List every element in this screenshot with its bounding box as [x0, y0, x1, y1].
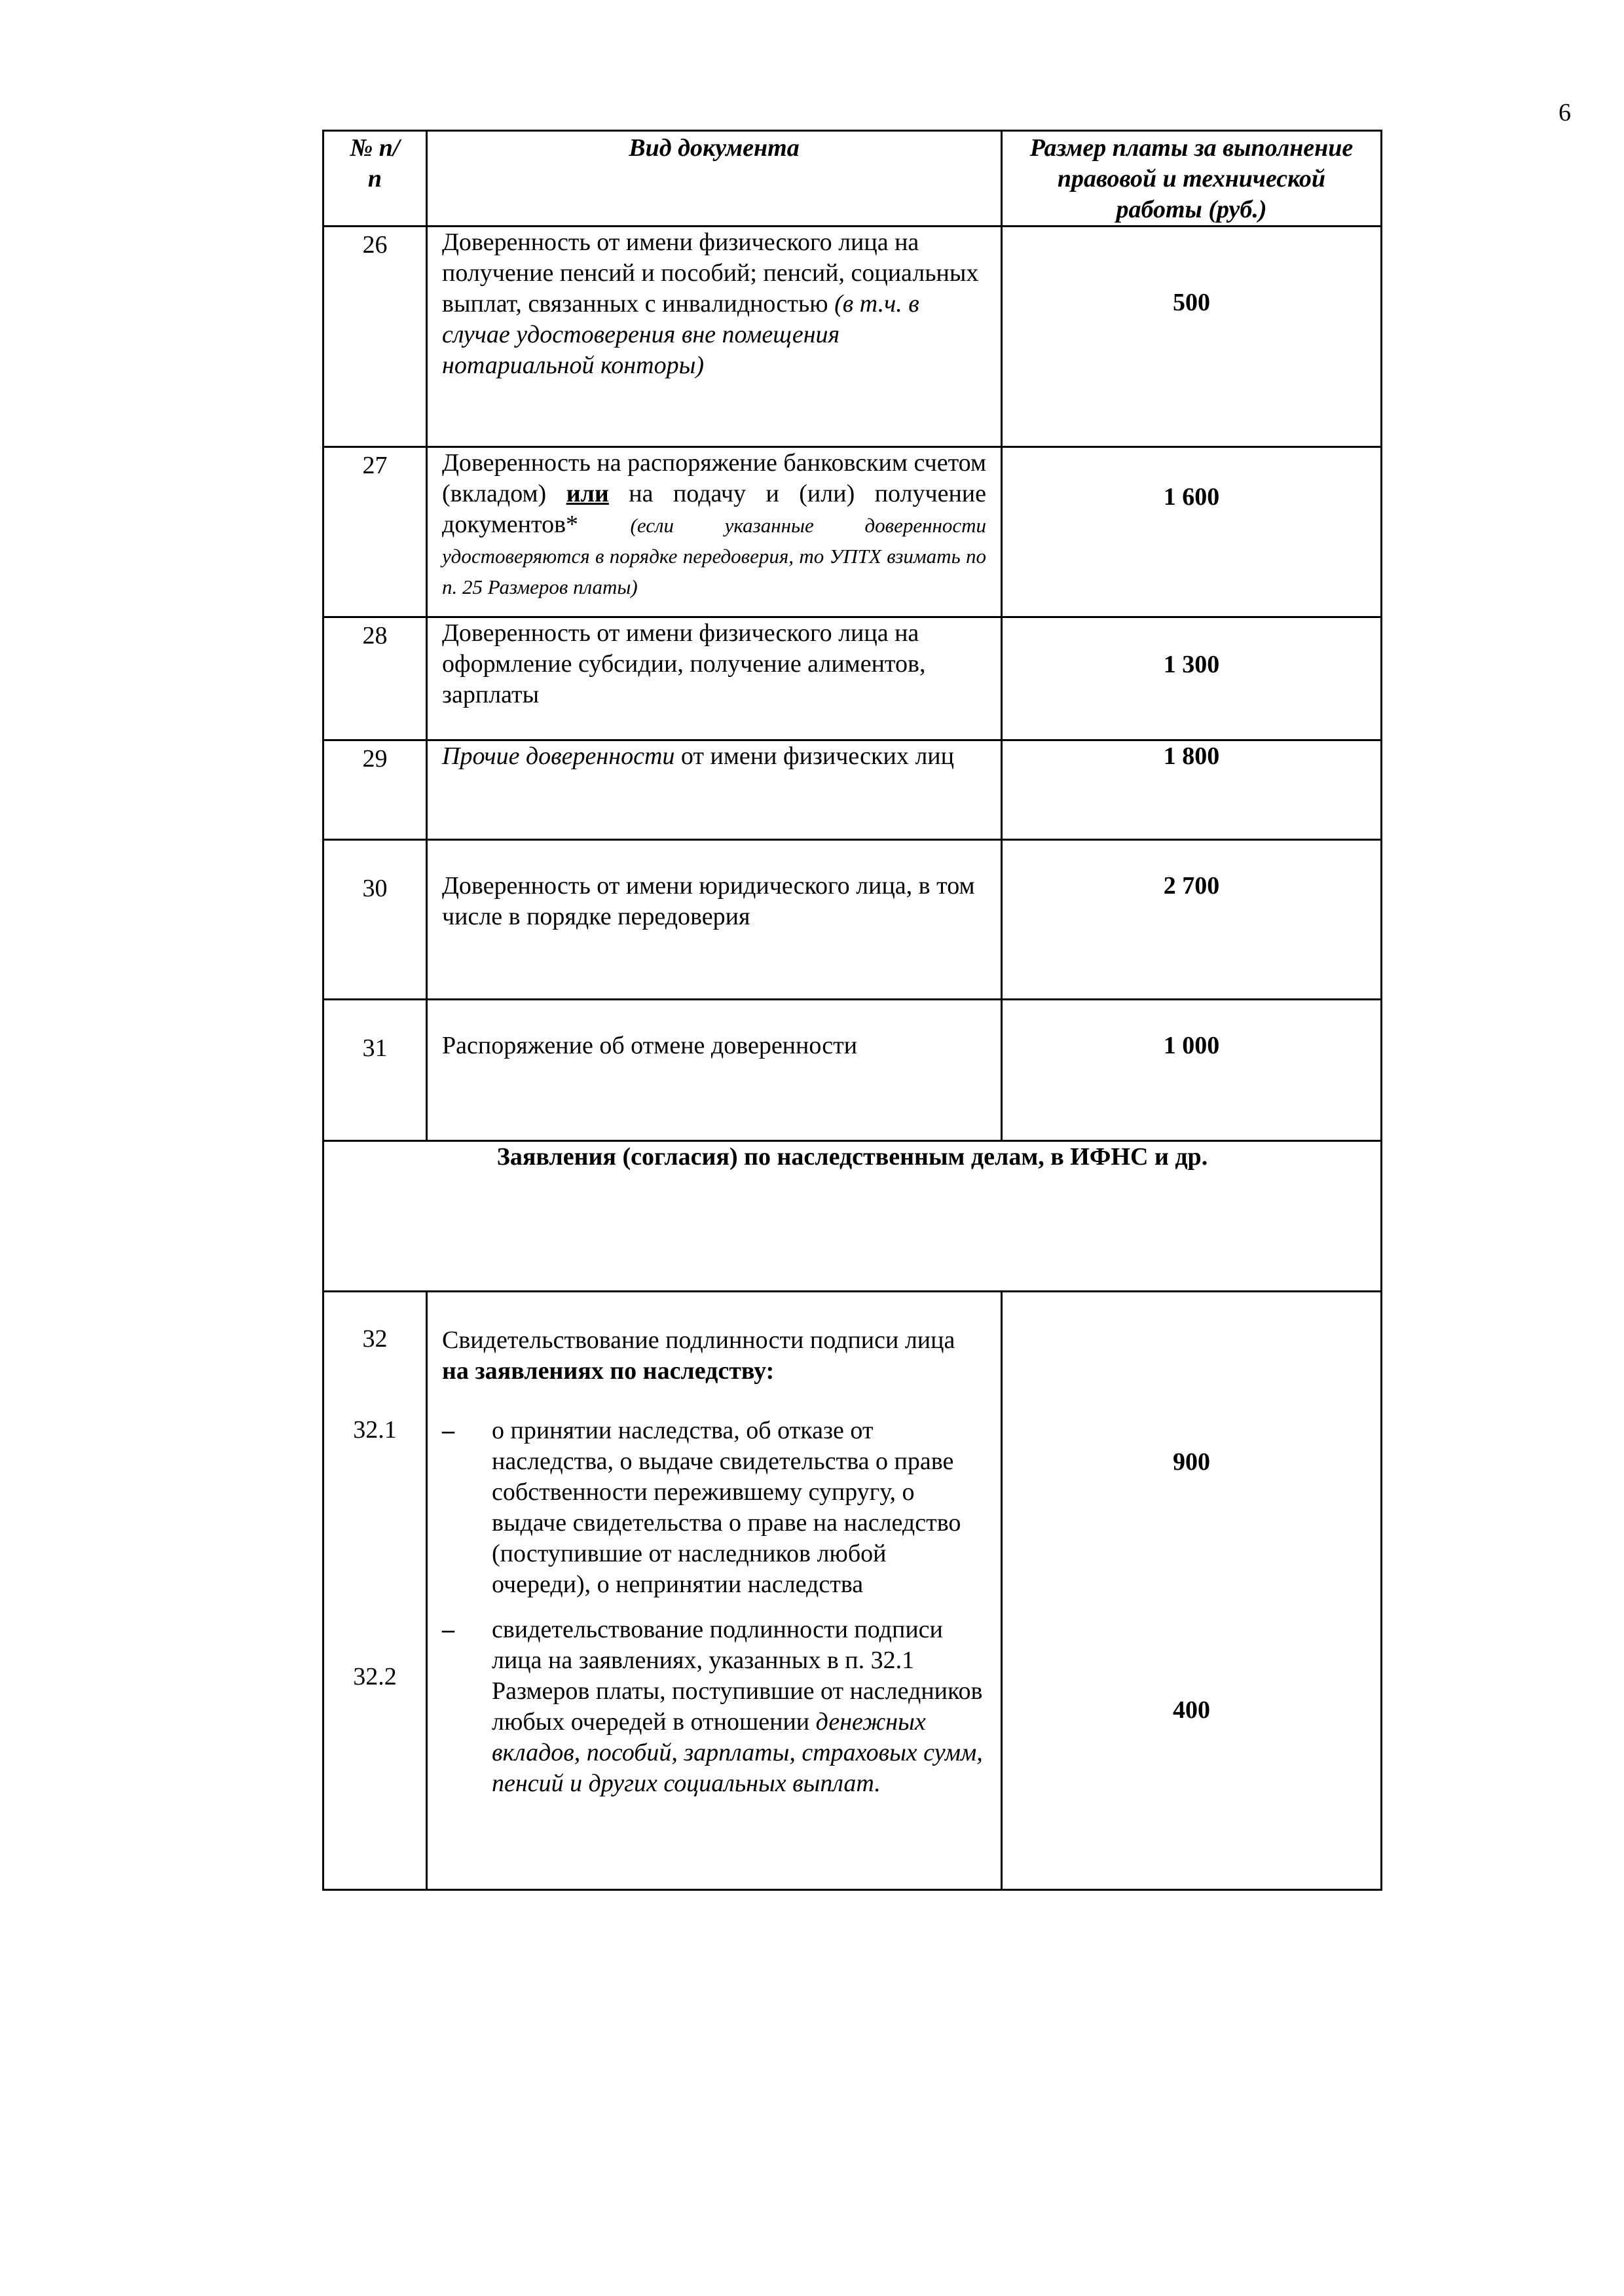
row-number: 26 — [323, 227, 427, 447]
row-fee: 1 300 — [1002, 617, 1382, 740]
row-document — [427, 617, 1002, 740]
section-title: Заявления (согласия) по наследственным делам, в ИФНС и др. — [323, 1141, 1382, 1292]
row-document — [427, 1292, 1002, 1890]
row-fee: 1 600 — [1002, 447, 1382, 617]
row-fee — [1002, 1292, 1382, 1890]
doc-italic-note: (в т.ч. в случае удостоверения вне помещения нотариальной конторы) — [442, 290, 919, 379]
list-item — [442, 1415, 986, 1600]
list-item-text: свидетельствование подлинности подписи лица на заявлениях, указанных в п. 32.1 Размеров платы, поступившие от наследников любых очередей в отношении денежных вкладов, пособий, зарплаты, страховых сумм, пенсий и других социальных выплат. — [492, 1616, 983, 1797]
table-row — [323, 617, 1382, 740]
doc-small-note: (если указанные доверенности удостоверяются в порядке передоверия, то УПТХ взимать по п. 25 Размеров платы) — [442, 514, 987, 598]
doc-italic: Прочие доверенности — [442, 742, 675, 770]
header-fee: Размер платы за выполнение правовой и технической работы (руб.) — [1002, 131, 1382, 227]
page-number: 6 — [1559, 99, 1571, 126]
table-row — [323, 1000, 1382, 1141]
table-row — [323, 740, 1382, 840]
fee-32-1: 900 — [1173, 1448, 1210, 1476]
row-document — [427, 840, 1002, 1000]
row-number: 31 — [323, 1000, 427, 1141]
row-fee: 2 700 — [1002, 840, 1382, 1000]
row-document — [427, 227, 1002, 447]
row-document — [427, 740, 1002, 840]
row-number: 28 — [323, 617, 427, 740]
table-header-row — [323, 131, 1382, 227]
row-fee: 1 800 — [1002, 740, 1382, 840]
fee-table — [322, 130, 1382, 1891]
list-item-text: о принятии наследства, об отказе от наследства, о выдаче свидетельства о праве собственности пережившему супругу, о выдаче свидетельства о праве на наследство (поступившие от наследников любой очереди), о непринятии наследства — [492, 1417, 961, 1598]
row-fee: 1 000 — [1002, 1000, 1382, 1141]
doc-text: Доверенность от имени физического лица на получение пенсий и пособий; пенсий, социальных выплат, связанных с инвалидностью — [442, 228, 979, 318]
header-doc: Вид документа — [427, 131, 1002, 227]
dash-marker: – — [442, 1616, 454, 1643]
doc-text: Распоряжение об отмене доверенности — [442, 1032, 858, 1059]
row-number-32-1: 32.1 — [353, 1416, 397, 1444]
row-number — [323, 1292, 427, 1890]
doc-emphasis: или — [566, 480, 609, 507]
table-row — [323, 447, 1382, 617]
row-number: 29 — [323, 740, 427, 840]
dash-marker: – — [442, 1417, 454, 1444]
list-item — [442, 1614, 986, 1799]
row-number: 30 — [323, 840, 427, 1000]
row-number-32-2: 32.2 — [353, 1663, 397, 1690]
fee-32-2: 400 — [1173, 1696, 1210, 1724]
doc-text: Доверенность на распоряжение банковским счетом (вкладом) — [442, 449, 986, 507]
row-fee: 500 — [1002, 227, 1382, 447]
table-row — [323, 1292, 1382, 1890]
row-number: 27 — [323, 447, 427, 617]
doc-text: Доверенность от имени юридического лица, в том числе в порядке передоверия — [442, 872, 975, 930]
row-document — [427, 1000, 1002, 1141]
doc-text: Доверенность от имени физического лица на оформление субсидии, получение алиментов, зарплаты — [442, 619, 926, 708]
doc-text: от имени физических лиц — [680, 742, 954, 770]
doc-intro: Свидетельствование подлинности подписи лица на заявлениях по наследству: — [442, 1326, 955, 1385]
doc-text: на подачу и (или) получение документов* — [442, 480, 987, 538]
section-heading-row — [323, 1141, 1382, 1292]
table-row — [323, 227, 1382, 447]
table-row — [323, 840, 1382, 1000]
row-document — [427, 447, 1002, 617]
row-number-32: 32 — [362, 1325, 388, 1353]
header-num: № п/п — [323, 131, 427, 227]
